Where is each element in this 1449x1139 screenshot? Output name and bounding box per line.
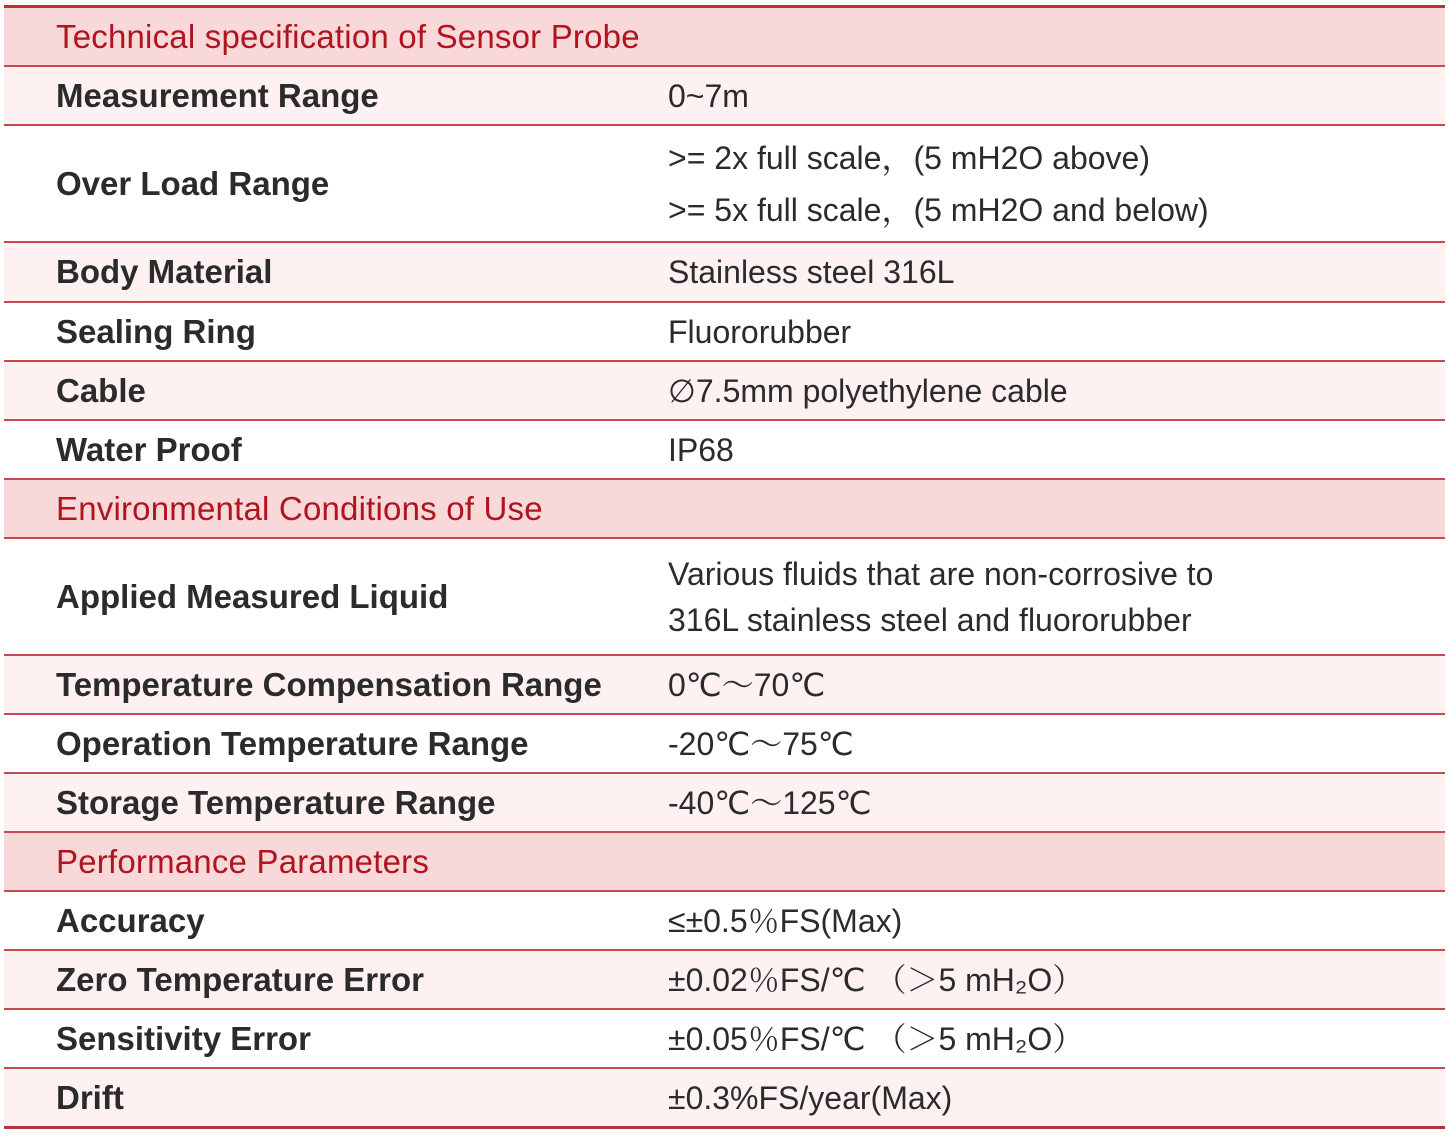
row-label: Water Proof bbox=[56, 430, 242, 468]
row-value: Fluororubber bbox=[668, 313, 852, 350]
row-label: Zero Temperature Error bbox=[56, 960, 424, 998]
table-row-over-load-range bbox=[4, 126, 1445, 243]
row-value: ∅7.5mm polyethylene cable bbox=[668, 372, 1068, 409]
table-row-temperature-compensation-range bbox=[4, 656, 1445, 715]
section-title: Environmental Conditions of Use bbox=[56, 489, 543, 527]
table-row-storage-temperature-range bbox=[4, 774, 1445, 833]
spec-table bbox=[4, 5, 1445, 1129]
table-row-applied-measured-liquid bbox=[4, 539, 1445, 656]
section-header-performance bbox=[4, 833, 1445, 892]
row-value: -20℃～75℃ bbox=[668, 725, 854, 762]
table-row-cable bbox=[4, 362, 1445, 421]
row-value: Various fluids that are non-corrosive to 316L stainless steel and fluororubber bbox=[668, 555, 1214, 638]
row-label: Accuracy bbox=[56, 901, 205, 939]
section-title: Technical specification of Sensor Probe bbox=[56, 17, 640, 55]
row-value: Stainless steel 316L bbox=[668, 254, 955, 290]
row-label: Temperature Compensation Range bbox=[56, 665, 602, 703]
table-row-drift bbox=[4, 1069, 1445, 1129]
table-row-body-material bbox=[4, 243, 1445, 303]
table-row-zero-temperature-error bbox=[4, 951, 1445, 1010]
table-row-operation-temperature-range bbox=[4, 715, 1445, 774]
row-value: IP68 bbox=[668, 431, 734, 468]
section-header-sensor-probe bbox=[4, 8, 1445, 67]
table-row-water-proof bbox=[4, 421, 1445, 480]
row-label: Body Material bbox=[56, 253, 273, 290]
row-value: ±0.02％FS/℃ （＞5 mH₂O） bbox=[668, 961, 1085, 998]
row-label: Operation Temperature Range bbox=[56, 724, 529, 762]
row-value: >= 2x full scale，(5 mH2O above) >= 5x full scale，(5 mH2O and below) bbox=[668, 139, 1209, 228]
section-header-environmental bbox=[4, 480, 1445, 539]
table-row-sensitivity-error bbox=[4, 1010, 1445, 1069]
row-label: Sensitivity Error bbox=[56, 1019, 311, 1057]
row-value: 0~7m bbox=[668, 77, 749, 114]
row-value: -40℃～125℃ bbox=[668, 784, 872, 821]
row-value: ±0.05％FS/℃ （＞5 mH₂O） bbox=[668, 1020, 1085, 1057]
row-label: Drift bbox=[56, 1078, 124, 1116]
row-value: 0℃～70℃ bbox=[668, 666, 826, 703]
row-value: ≤±0.5％FS(Max) bbox=[668, 902, 903, 939]
table-row-measurement-range bbox=[4, 67, 1445, 126]
row-label: Cable bbox=[56, 371, 146, 409]
row-label: Over Load Range bbox=[56, 164, 330, 202]
row-value: ±0.3%FS/year(Max) bbox=[668, 1079, 953, 1116]
row-label: Storage Temperature Range bbox=[56, 783, 496, 821]
table-row-accuracy bbox=[4, 892, 1445, 951]
row-label: Sealing Ring bbox=[56, 312, 256, 350]
row-label: Applied Measured Liquid bbox=[56, 577, 449, 615]
section-title: Performance Parameters bbox=[56, 842, 430, 880]
row-label: Measurement Range bbox=[56, 76, 379, 114]
table-row-sealing-ring bbox=[4, 303, 1445, 362]
